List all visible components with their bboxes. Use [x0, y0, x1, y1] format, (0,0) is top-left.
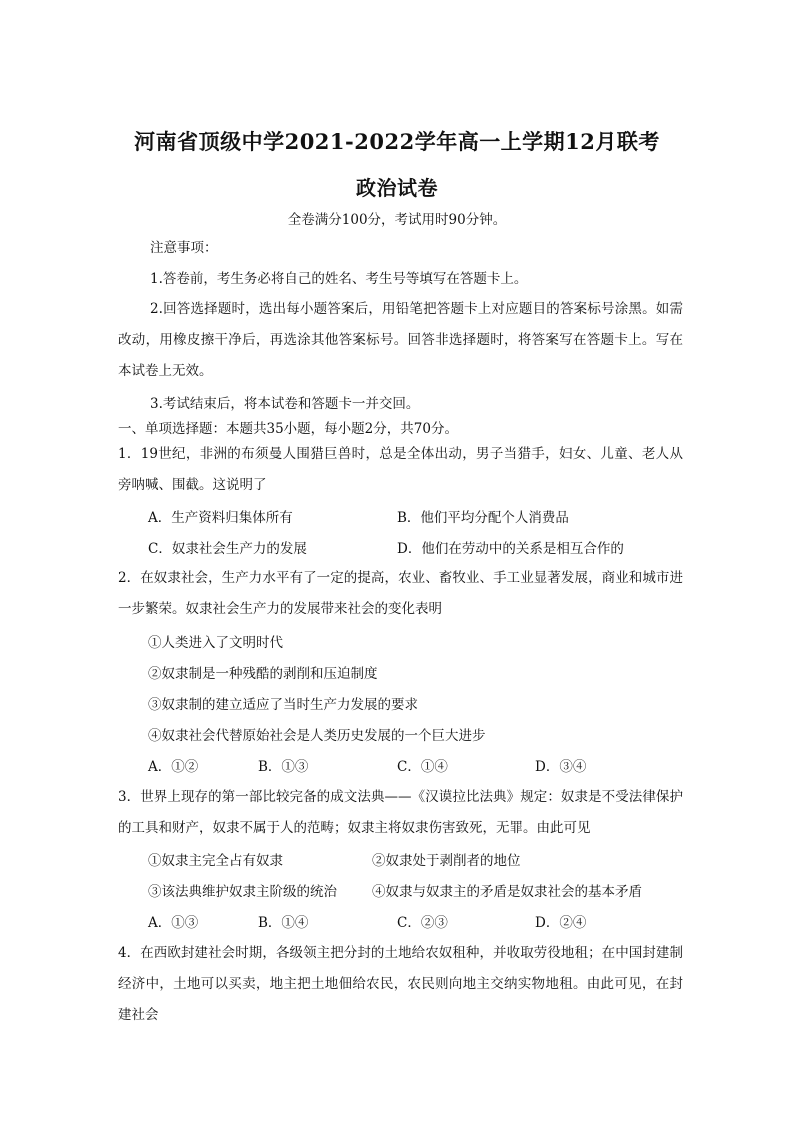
notes-heading: 注意事项：	[150, 240, 218, 256]
q2-option-c: C．①④	[397, 759, 448, 775]
q3-option-a: A．①③	[148, 915, 199, 931]
q2-option-d: D．③④	[535, 759, 587, 775]
exam-subject: 政治试卷	[356, 176, 438, 200]
q3-statement-2: ②奴隶处于剥削者的地位	[372, 853, 521, 869]
question-3-stem: 3．世界上现存的第一部比较完备的成文法典——《汉谟拉比法典》规定：奴隶是不受法律保护的工具和财产，奴隶不属于人的范畴；奴隶主将奴隶伤害致死，无罪。由此可见	[118, 789, 683, 836]
note-item-2: 2.回答选择题时，选出每小题答案后，用铅笔把答题卡上对应题目的答案标号涂黑。如需改动，用橡皮擦干净后，再选涂其他答案标号。回答非选择题时，将答案写在答题卡上。写在本试卷上无效。	[118, 301, 683, 379]
q2-option-b: B．①③	[258, 759, 309, 775]
q3-statement-4: ④奴隶与奴隶主的矛盾是奴隶社会的基本矛盾	[372, 884, 642, 900]
exam-title: 河南省顶级中学2021-2022学年高一上学期12月联考	[134, 129, 660, 154]
q2-statement-1: ①人类进入了文明时代	[148, 635, 283, 651]
q3-statement-1: ①奴隶主完全占有奴隶	[148, 853, 283, 869]
q3-statement-3: ③该法典维护奴隶主阶级的统治	[148, 884, 337, 900]
q3-option-b: B．①④	[258, 915, 309, 931]
q2-option-a: A．①②	[148, 759, 199, 775]
note-item-3: 3.考试结束后，将本试卷和答题卡一并交回。	[150, 396, 420, 412]
q1-option-c: C．奴隶社会生产力的发展	[148, 541, 307, 557]
note-item-1: 1.答卷前，考生务必将自己的姓名、考生号等填写在答题卡上。	[150, 271, 528, 287]
q2-statement-3: ③奴隶制的建立适应了当时生产力发展的要求	[148, 697, 418, 713]
q1-option-b: B．他们平均分配个人消费品	[397, 510, 569, 526]
section-heading: 一、单项选择题：本题共35小题，每小题2分，共70分。	[118, 421, 458, 437]
question-2-stem: 2．在奴隶社会，生产力水平有了一定的提高，农业、畜牧业、手工业显著发展，商业和城市进一步繁荣。奴隶社会生产力的发展带来社会的变化表明	[118, 570, 683, 617]
question-1-stem: 1．19世纪，非洲的布须曼人围猎巨兽时，总是全体出动，男子当猎手，妇女、儿童、老人从旁呐喊、围截。这说明了	[118, 446, 683, 493]
q3-option-d: D．②④	[535, 915, 587, 931]
q2-statement-4: ④奴隶社会代替原始社会是人类历史发展的一个巨大进步	[148, 728, 486, 744]
q1-option-d: D．他们在劳动中的关系是相互合作的	[397, 541, 624, 557]
q3-option-c: C．②③	[397, 915, 448, 931]
question-4-stem: 4．在西欧封建社会时期，各级领主把分封的土地给农奴租种，并收取劳役地租；在中国封建制经济中，土地可以买卖，地主把土地佃给农民，农民则向地主交纳实物地租。由此可见，在封建社会	[118, 945, 683, 1023]
q1-option-a: A．生产资料归集体所有	[148, 510, 293, 526]
exam-info: 全卷满分100分，考试用时90分钟。	[287, 212, 507, 228]
q2-statement-2: ②奴隶制是一种残酷的剥削和压迫制度	[148, 666, 378, 682]
